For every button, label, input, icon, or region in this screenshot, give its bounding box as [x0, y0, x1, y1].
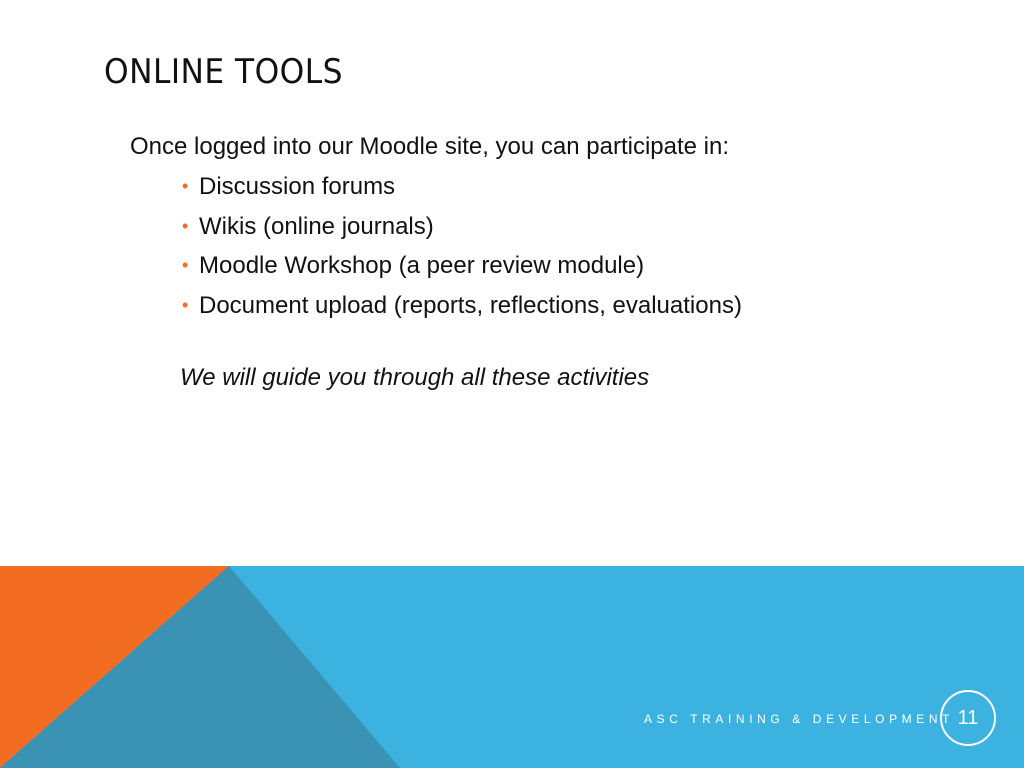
- guidance-note: We will guide you through all these activities: [180, 364, 650, 391]
- list-item: [182, 211, 742, 242]
- footer-organization: ASC TRAINING & DEVELOPMENT: [644, 712, 955, 726]
- bullet-icon: •: [182, 215, 189, 236]
- list-item: [182, 290, 742, 321]
- bullet-icon: •: [182, 176, 189, 196]
- list-item: [182, 250, 742, 281]
- bullet-text: Discussion forums: [199, 173, 396, 200]
- bullet-list: [182, 171, 742, 329]
- bullet-text: Document upload (reports, reflections, evaluations): [199, 291, 742, 319]
- slide-title: ONLINE TOOLS: [104, 52, 343, 92]
- bullet-text: Wikis (online journals): [199, 212, 434, 240]
- page-number: 11: [957, 706, 979, 729]
- bullet-icon: •: [182, 294, 189, 315]
- bullet-text: Moodle Workshop (a peer review module): [199, 252, 645, 279]
- footer-band: [0, 566, 1024, 768]
- bullet-icon: •: [182, 255, 189, 275]
- intro-text: Once logged into our Moodle site, you can participate in:: [130, 133, 730, 160]
- page-number-badge: [940, 690, 996, 746]
- list-item: [182, 171, 742, 202]
